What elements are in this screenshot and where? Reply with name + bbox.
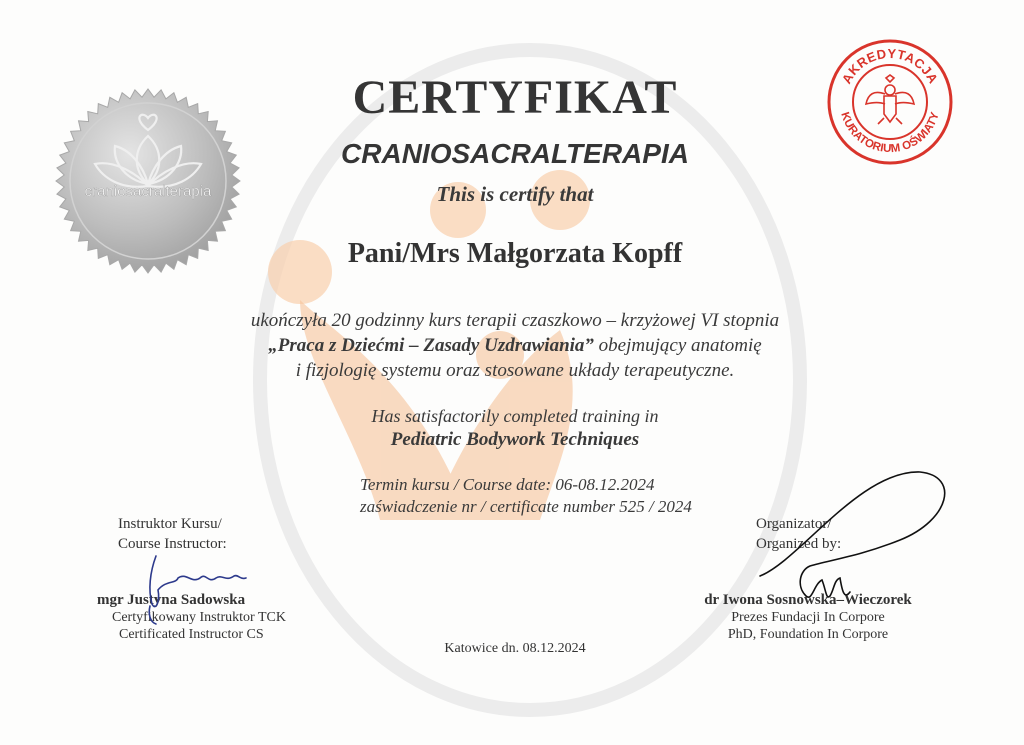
description-line-2 bbox=[200, 333, 830, 358]
svg-text:KURATORIUM OŚWIATY bbox=[838, 110, 941, 155]
organizer-name: dr Iwona Sosnowska–Wieczorek bbox=[704, 592, 912, 608]
course-date: Termin kursu / Course date: 06-08.12.2024 bbox=[360, 475, 655, 494]
place-and-date: Katowice dn. 08.12.2024 bbox=[444, 641, 586, 656]
organizer-title-en: PhD, Foundation In Corpore bbox=[727, 627, 889, 642]
certificate-number: zaświadczenie nr / certificate number 525 / 2024 bbox=[360, 497, 692, 516]
stamp-bottom-text: KURATORIUM OŚWIATY bbox=[838, 110, 942, 156]
completion-line: Has satisfactorily completed training in bbox=[371, 406, 659, 426]
certificate-subtitle: CRANIOSACRALTERAPIA bbox=[341, 138, 689, 169]
instructor-name: mgr Justyna Sadowska bbox=[97, 592, 246, 608]
instructor-label-pl: Instruktor Kursu/ bbox=[118, 516, 222, 532]
description-line-2-rest: obejmujący anatomię bbox=[593, 335, 762, 356]
instructor-label-en: Course Instructor: bbox=[118, 536, 227, 552]
instructor-block bbox=[97, 592, 337, 643]
description-line-1: ukończyła 20 godzinny kurs terapii czaszkowo – krzyżowej VI stopnia bbox=[250, 310, 780, 331]
seal-text: craniosacralterapia bbox=[84, 183, 212, 200]
description-line-3: i fizjologię systemu oraz stosowane układy terapeutyczne. bbox=[295, 360, 735, 381]
instructor-title-en: Certificated Instructor CS bbox=[119, 627, 264, 642]
organizer-title-pl: Prezes Fundacji In Corpore bbox=[731, 610, 885, 625]
stamp-top-text: AKREDYTACJA bbox=[838, 45, 942, 87]
organizer-block bbox=[678, 592, 938, 643]
organizer-label bbox=[756, 514, 841, 554]
instructor-label bbox=[118, 514, 227, 554]
course-title-pl: „Praca z Dziećmi – Zasady Uzdrawiania” bbox=[268, 335, 594, 356]
accreditation-stamp bbox=[826, 38, 954, 166]
recipient-name: Pani/Mrs Małgorzata Kopff bbox=[347, 238, 683, 269]
english-completion bbox=[200, 404, 830, 452]
polish-eagle-icon bbox=[866, 75, 914, 124]
organizer-label-pl: Organizator/ bbox=[756, 516, 832, 532]
course-description bbox=[200, 308, 830, 383]
course-title-en: Pediatric Bodywork Techniques bbox=[390, 429, 640, 450]
course-details bbox=[360, 474, 780, 518]
certify-line: This is certify that bbox=[436, 182, 594, 206]
instructor-title-pl: Certyfikowany Instruktor TCK bbox=[112, 610, 286, 625]
organizer-label-en: Organized by: bbox=[756, 536, 842, 552]
certificate-title: CERTYFIKAT bbox=[352, 71, 678, 124]
